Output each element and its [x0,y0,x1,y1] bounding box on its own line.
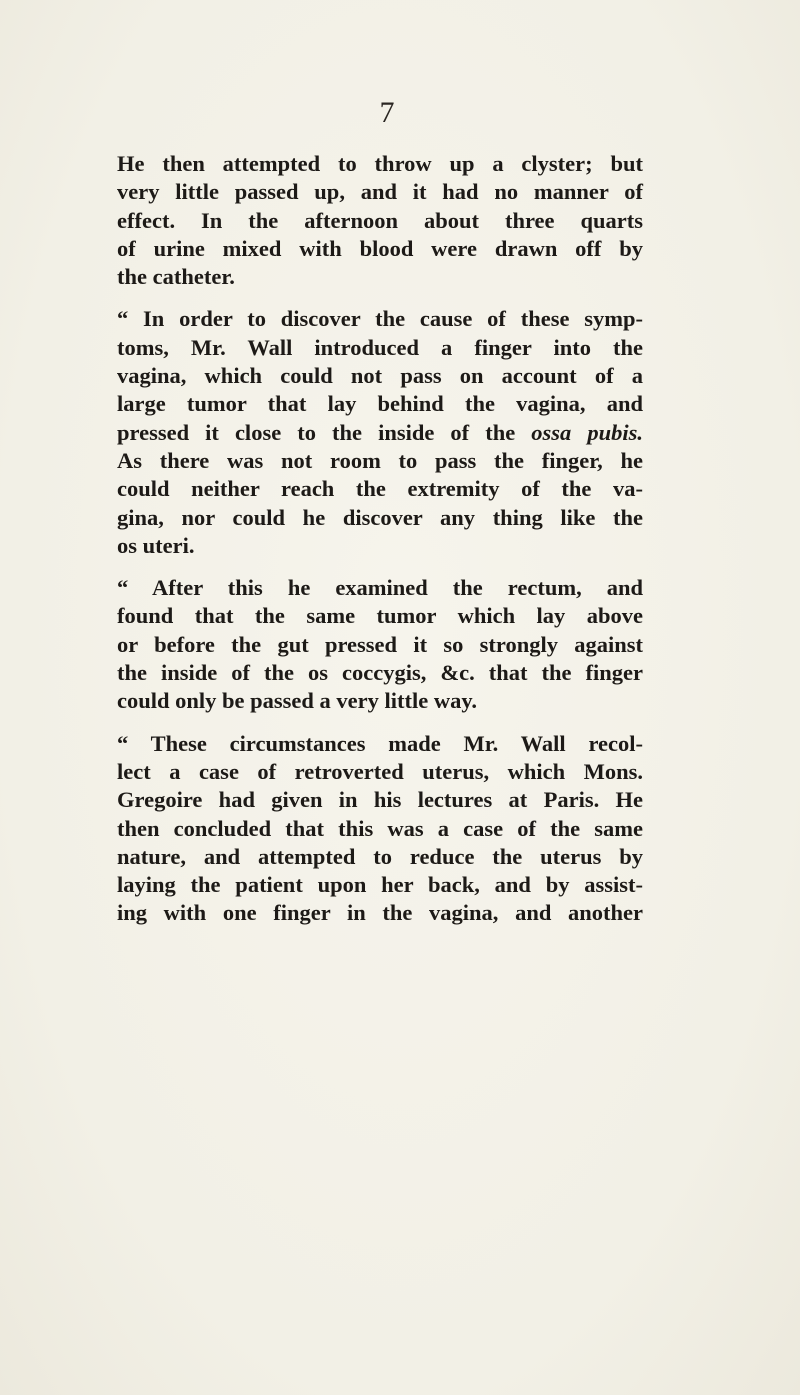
paragraph-3 [117,574,643,715]
text-line: gina, nor could he discover any thing like the [117,504,643,530]
text-line: then concluded that this was a case of the same [117,815,643,841]
text-line: os uteri. [117,532,195,558]
text-line: the catheter. [117,264,235,290]
text-line: the inside of the os coccygis, &c. that the finger [117,660,643,686]
paragraph-4 [117,730,643,928]
text-line: nature, and attempted to reduce the uterus by [117,843,643,869]
text-line: “ In order to discover the cause of these symp- [117,306,643,332]
text-line-with-italic [117,419,643,447]
text-line: effect. In the afternoon about three quarts [117,207,643,233]
text-line: very little passed up, and it had no manner of [117,179,643,205]
text-line: He then attempted to throw up a clyster; but [117,151,643,176]
text-line: ing with one finger in the vagina, and another [117,900,643,926]
paragraph-1 [117,150,643,291]
text-line: could only be passed a very little way. [117,688,478,714]
text-line: lect a case of retroverted uterus, which Mons. [117,758,643,784]
body-text [117,150,643,942]
text-line: “ These circumstances made Mr. Wall recol- [117,730,643,756]
text-line: “ After this he examined the rectum, and [117,575,643,601]
text-line: As there was not room to pass the finger, he [117,447,643,473]
text-line: Gregoire had given in his lectures at Paris. He [117,787,643,813]
text-line: toms, Mr. Wall introduced a finger into the [117,334,643,360]
text-line: large tumor that lay behind the vagina, and [117,391,643,417]
text-line: found that the same tumor which lay above [117,603,643,629]
page-number: 7 [379,96,395,129]
text-line: vagina, which could not pass on account of a [117,363,643,389]
paragraph-2 [117,305,643,560]
text-line: laying the patient upon her back, and by assist- [117,872,643,898]
text-line: or before the gut pressed it so strongly against [117,631,643,657]
text-segment: pressed it close to the inside of the [117,419,532,445]
text-line: of urine mixed with blood were drawn off by [117,235,643,261]
text-line: could neither reach the extremity of the va- [117,476,643,502]
italic-term: ossa pubis. [531,419,643,445]
